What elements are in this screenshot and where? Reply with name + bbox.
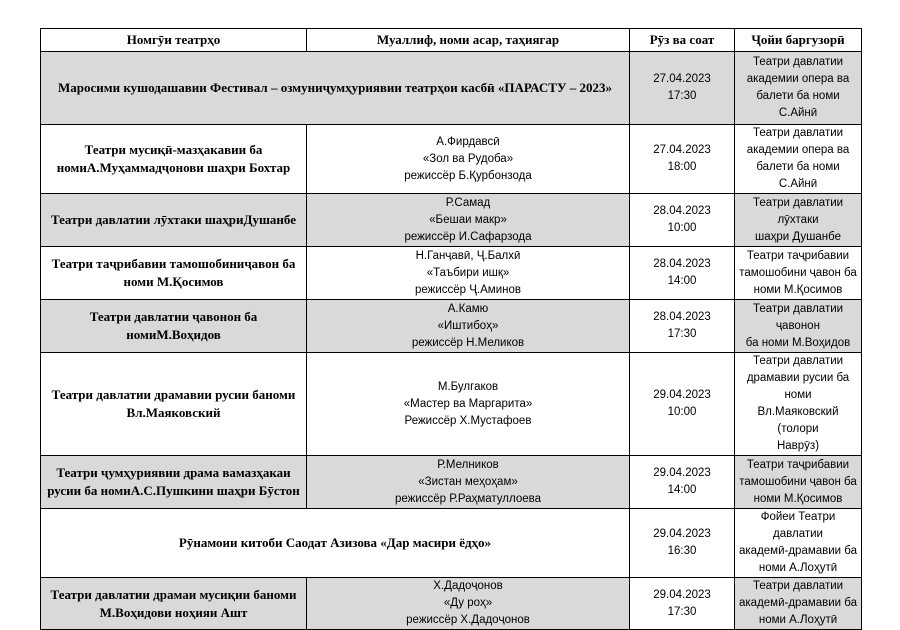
venue-cell	[735, 578, 862, 630]
theatre-name-cell	[41, 125, 307, 194]
theatre-name-cell	[41, 194, 307, 247]
datetime-cell	[630, 509, 735, 578]
venue-line: Театри давлатии ҷавонон	[752, 302, 844, 332]
venue-cell	[735, 247, 862, 300]
time-text: 10:00	[667, 406, 697, 418]
date-text: 29.04.2023	[653, 528, 711, 540]
venue-line: Театри давлатии	[752, 580, 844, 592]
theatre-name-cell	[41, 456, 307, 509]
date-text: 29.04.2023	[653, 389, 711, 401]
venue-line: Театри давлатии	[752, 56, 844, 68]
performance-info-line: режиссёр Ҷ.Аминов	[415, 283, 521, 296]
venue-line: драмавии русии ба номи	[746, 372, 850, 401]
table-row	[41, 300, 862, 353]
time-text: 17:30	[667, 605, 697, 618]
venue-line: академӣ-драмавии ба	[739, 545, 858, 557]
event-title-line: ҷумҳуриявии театрҳои касбӣ «ПАРАСТУ – 2023»	[322, 80, 613, 95]
venue-cell	[735, 353, 862, 456]
performance-info-line: А.Камю	[447, 302, 489, 315]
theatre-name-cell	[41, 353, 307, 456]
table-row	[41, 194, 862, 247]
theatre-name-line: номи Вл.Маяковский	[126, 387, 296, 420]
venue-cell	[735, 456, 862, 509]
table-row	[41, 353, 862, 456]
time-text: 14:00	[667, 275, 697, 287]
venue-cell	[735, 52, 862, 125]
table-row	[41, 578, 862, 630]
datetime-cell	[630, 300, 735, 353]
performance-info-cell	[307, 353, 630, 456]
datetime-cell	[630, 578, 735, 630]
date-text: 28.04.2023	[653, 311, 711, 323]
time-text: 18:00	[667, 161, 697, 173]
datetime-cell	[630, 52, 735, 125]
performance-info-line: Н.Ганҷавӣ, Ҷ.Балхӣ	[415, 249, 521, 262]
theatre-name-line: Театри давлатии лӯхтаки шаҳри	[50, 212, 244, 227]
header-theatre: Номгӯи театрҳо	[41, 29, 307, 52]
venue-line: тамошобини ҷавон ба	[739, 266, 857, 279]
venue-line: номи А.Лоҳутӣ	[758, 562, 838, 574]
venue-cell	[735, 125, 862, 194]
performance-info-cell	[307, 194, 630, 247]
performance-info-cell	[307, 578, 630, 630]
performance-info-cell	[307, 456, 630, 509]
date-text: 27.04.2023	[653, 144, 711, 156]
performance-info-line: «Зол ва Рудоба»	[422, 152, 514, 165]
header-row	[41, 29, 862, 52]
datetime-cell	[630, 125, 735, 194]
time-text: 16:30	[667, 545, 697, 557]
performance-info-line: «Мастер ва Маргарита»	[403, 397, 533, 410]
date-text: 28.04.2023	[653, 205, 711, 217]
theatre-name-line: Театри давлатии драмавии русии ба	[51, 387, 266, 402]
datetime-cell	[630, 456, 735, 509]
performance-info-line: «Зистан меҳоҳам»	[418, 475, 518, 488]
theatre-name-line: Театри таҷрибавии тамошобини	[51, 256, 245, 271]
performance-info-line: «Таъбири ишқ»	[426, 266, 510, 279]
performance-info-line: «Ду роҳ»	[443, 597, 493, 609]
event-title-line: Маросими кушодашавии Фестивал – озмуни	[57, 80, 323, 95]
venue-line: Театри давлатии	[752, 127, 844, 139]
theatre-name-line: Театри давлатии драмаи мусиқии ба	[50, 586, 267, 602]
theatre-name-line: А.С.Пушкини шаҳри Бӯстон	[130, 483, 300, 498]
performance-info-line: Р.Мелников	[437, 458, 499, 471]
performance-info-line: режиссёр Р.Раҳматуллоева	[394, 492, 542, 505]
venue-line: академии опера ва	[746, 73, 850, 85]
performance-info-cell	[307, 300, 630, 353]
venue-line: Театри таҷрибавии	[746, 458, 850, 471]
theatre-name-line: Театри давлатии ҷавонон ба номи	[89, 309, 258, 342]
theatre-name-cell	[41, 578, 307, 630]
venue-line: шаҳри Душанбе	[754, 230, 841, 243]
performance-info-line: режиссёр Н.Меликов	[411, 336, 525, 349]
venue-line: номи А.Лоҳутӣ	[758, 614, 838, 626]
header-venue: Ҷойи баргузорӣ	[735, 29, 862, 52]
performance-info-line: Режиссёр Х.Мустафоев	[404, 414, 532, 427]
table-row	[41, 509, 862, 578]
time-text: 14:00	[667, 484, 697, 496]
performance-info-cell	[307, 247, 630, 300]
venue-line: Вл.Маяковский (толори	[757, 406, 839, 435]
performance-info-cell	[307, 125, 630, 194]
venue-line: тамошобини ҷавон ба	[739, 475, 857, 488]
header-datetime: Рӯз ва соат	[630, 29, 735, 52]
datetime-cell	[630, 194, 735, 247]
event-title-cell	[41, 509, 630, 578]
theatre-name-cell	[41, 300, 307, 353]
performance-info-line: «Иштибоҳ»	[437, 319, 499, 332]
datetime-cell	[630, 353, 735, 456]
header-author: Муаллиф, номи асар, таҳиягар	[307, 29, 630, 52]
table-row	[41, 247, 862, 300]
theatre-name-line: мазҳакаи русии ба номи	[47, 465, 291, 498]
theatre-name-line: М.Воҳидов	[156, 327, 221, 342]
event-title-line: Рӯнамоии китоби Саодат Азизова «Дар масири ёдҳо»	[178, 535, 492, 550]
date-text: 28.04.2023	[653, 258, 711, 270]
theatre-name-line: номи М.Воҳидови ноҳияи Ашт	[99, 586, 297, 620]
venue-line: балети ба номи С.Айнӣ	[756, 161, 840, 190]
venue-line: номи М.Қосимов	[753, 492, 843, 505]
venue-line: номи М.Қосимов	[753, 283, 843, 296]
performance-info-line: А.Фирдавсӣ	[436, 135, 500, 148]
performance-info-line: «Бешаи макр»	[429, 213, 507, 226]
festival-schedule-table	[40, 28, 862, 630]
theatre-name-line: Театри ҷумҳуриявии драма ва	[56, 465, 236, 480]
time-text: 17:30	[667, 328, 697, 340]
venue-line: балети ба номи С.Айнӣ	[756, 90, 840, 119]
venue-line: Фойеи Театри давлатии	[760, 511, 836, 540]
performance-info-line: режиссёр Б.Қурбонзода	[404, 169, 532, 182]
table-row	[41, 52, 862, 125]
date-text: 27.04.2023	[653, 73, 711, 85]
venue-cell	[735, 300, 862, 353]
venue-line: академӣ-драмавии ба	[739, 597, 858, 609]
table-row	[41, 125, 862, 194]
venue-line: Театри таҷрибавии	[746, 249, 850, 262]
performance-info-line: режиссёр Х.Дадоҷонов	[406, 614, 530, 626]
performance-info-line: Р.Самад	[445, 196, 491, 209]
date-text: 29.04.2023	[653, 588, 711, 601]
theatre-name-cell	[41, 247, 307, 300]
performance-info-line: режиссёр И.Сафарзода	[404, 230, 532, 243]
time-text: 10:00	[667, 222, 697, 234]
theatre-name-line: ҷавон ба номи М.Қосимов	[123, 256, 296, 289]
time-text: 17:30	[667, 90, 697, 102]
performance-info-line: Х.Дадоҷонов	[433, 580, 503, 592]
performance-info-line: М.Булгаков	[437, 380, 499, 393]
venue-line: Театри давлатии	[752, 355, 844, 367]
event-title-cell	[41, 52, 630, 125]
venue-line: ба номи М.Воҳидов	[745, 336, 851, 349]
theatre-name-line: А.Муҳаммадҷонови шаҳри Бохтар	[86, 160, 291, 175]
date-text: 29.04.2023	[653, 467, 711, 479]
datetime-cell	[630, 247, 735, 300]
table-row	[41, 456, 862, 509]
venue-cell	[735, 194, 862, 247]
venue-line: Наврӯз)	[776, 440, 820, 452]
theatre-name-line: Душанбе	[243, 212, 297, 227]
venue-line: Театри давлатии лӯхтаки	[752, 196, 844, 226]
venue-line: академии опера ва	[746, 144, 850, 156]
venue-cell	[735, 509, 862, 578]
theatre-name-line: Театри мусиқӣ-мазҳакавии ба номи	[56, 142, 263, 175]
